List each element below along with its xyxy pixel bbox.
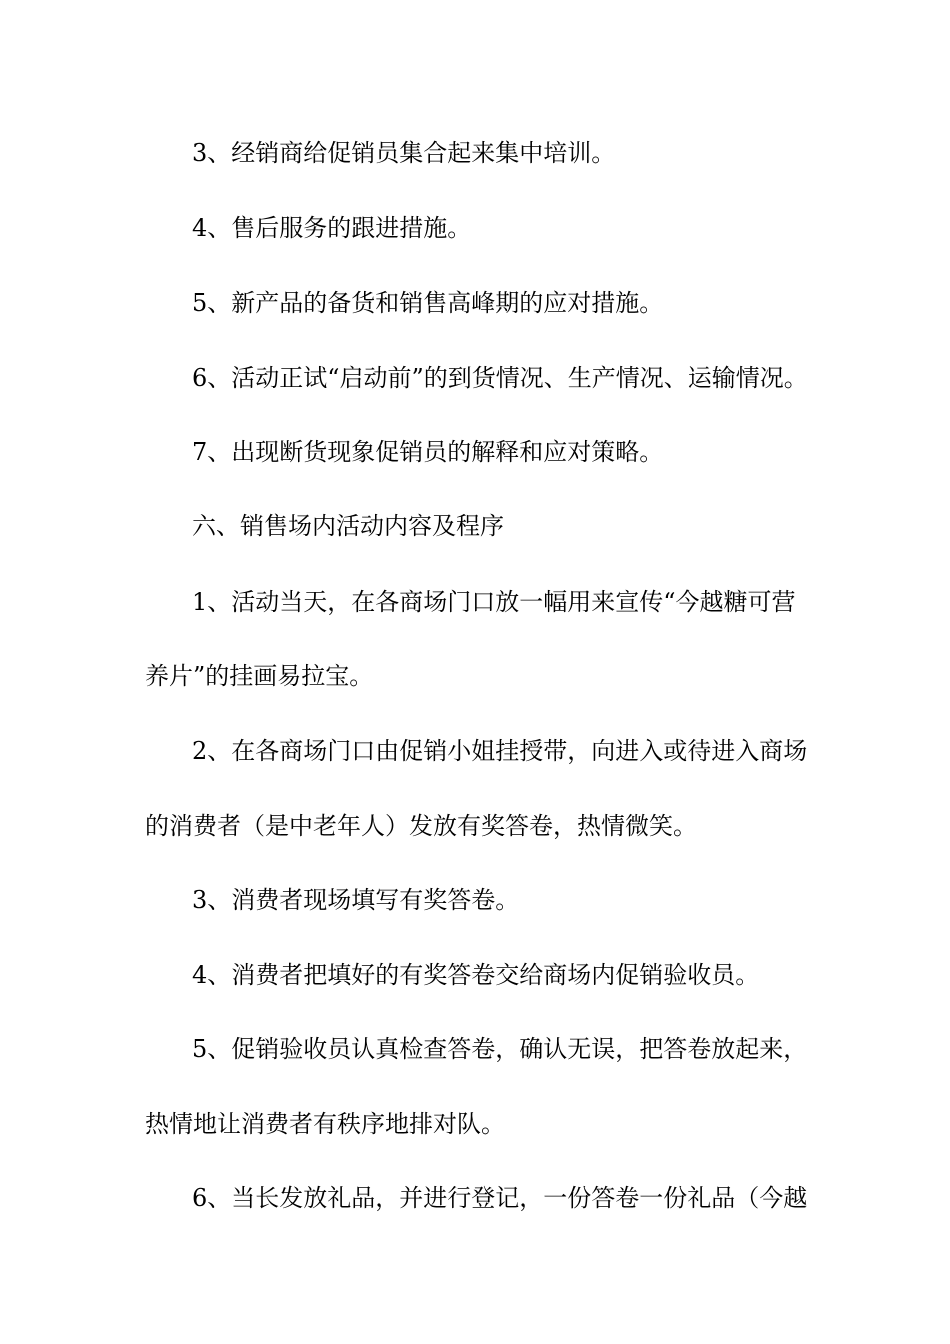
paragraph-line-banner-1: 1、活动当天，在各商场门口放一幅用来宣传“今越糖可营 bbox=[192, 588, 796, 616]
paragraph-line-fill-survey: 3、消费者现场填写有奖答卷。 bbox=[192, 886, 520, 914]
paragraph-line-after-sales: 4、售后服务的跟进措施。 bbox=[192, 214, 472, 242]
paragraph-line-banner-2: 养片”的挂画易拉宝。 bbox=[145, 662, 374, 690]
paragraph-line-training: 3、经销商给促销员集合起来集中培训。 bbox=[192, 139, 616, 167]
paragraph-line-promoter-1: 2、在各商场门口由促销小姐挂授带，向进入或待进入商场 bbox=[192, 737, 808, 765]
paragraph-line-gift-distribution: 6、当长发放礼品，并进行登记，一份答卷一份礼品（今越 bbox=[192, 1184, 808, 1212]
paragraph-line-launch-status: 6、活动正试“启动前”的到货情况、生产情况、运输情况。 bbox=[192, 364, 808, 392]
paragraph-line-out-of-stock: 7、出现断货现象促销员的解释和应对策略。 bbox=[192, 438, 664, 466]
paragraph-line-check-survey-1: 5、促销验收员认真检查答卷，确认无误，把答卷放起来， bbox=[192, 1035, 808, 1063]
paragraph-line-promoter-2: 的消费者（是中老年人）发放有奖答卷，热情微笑。 bbox=[145, 812, 697, 840]
paragraph-line-submit-survey: 4、消费者把填好的有奖答卷交给商场内促销验收员。 bbox=[192, 961, 760, 989]
section-heading-store-activities: 六、销售场内活动内容及程序 bbox=[192, 512, 504, 540]
paragraph-line-check-survey-2: 热情地让消费者有秩序地排对队。 bbox=[145, 1110, 505, 1138]
paragraph-line-stock-prep: 5、新产品的备货和销售高峰期的应对措施。 bbox=[192, 289, 664, 317]
